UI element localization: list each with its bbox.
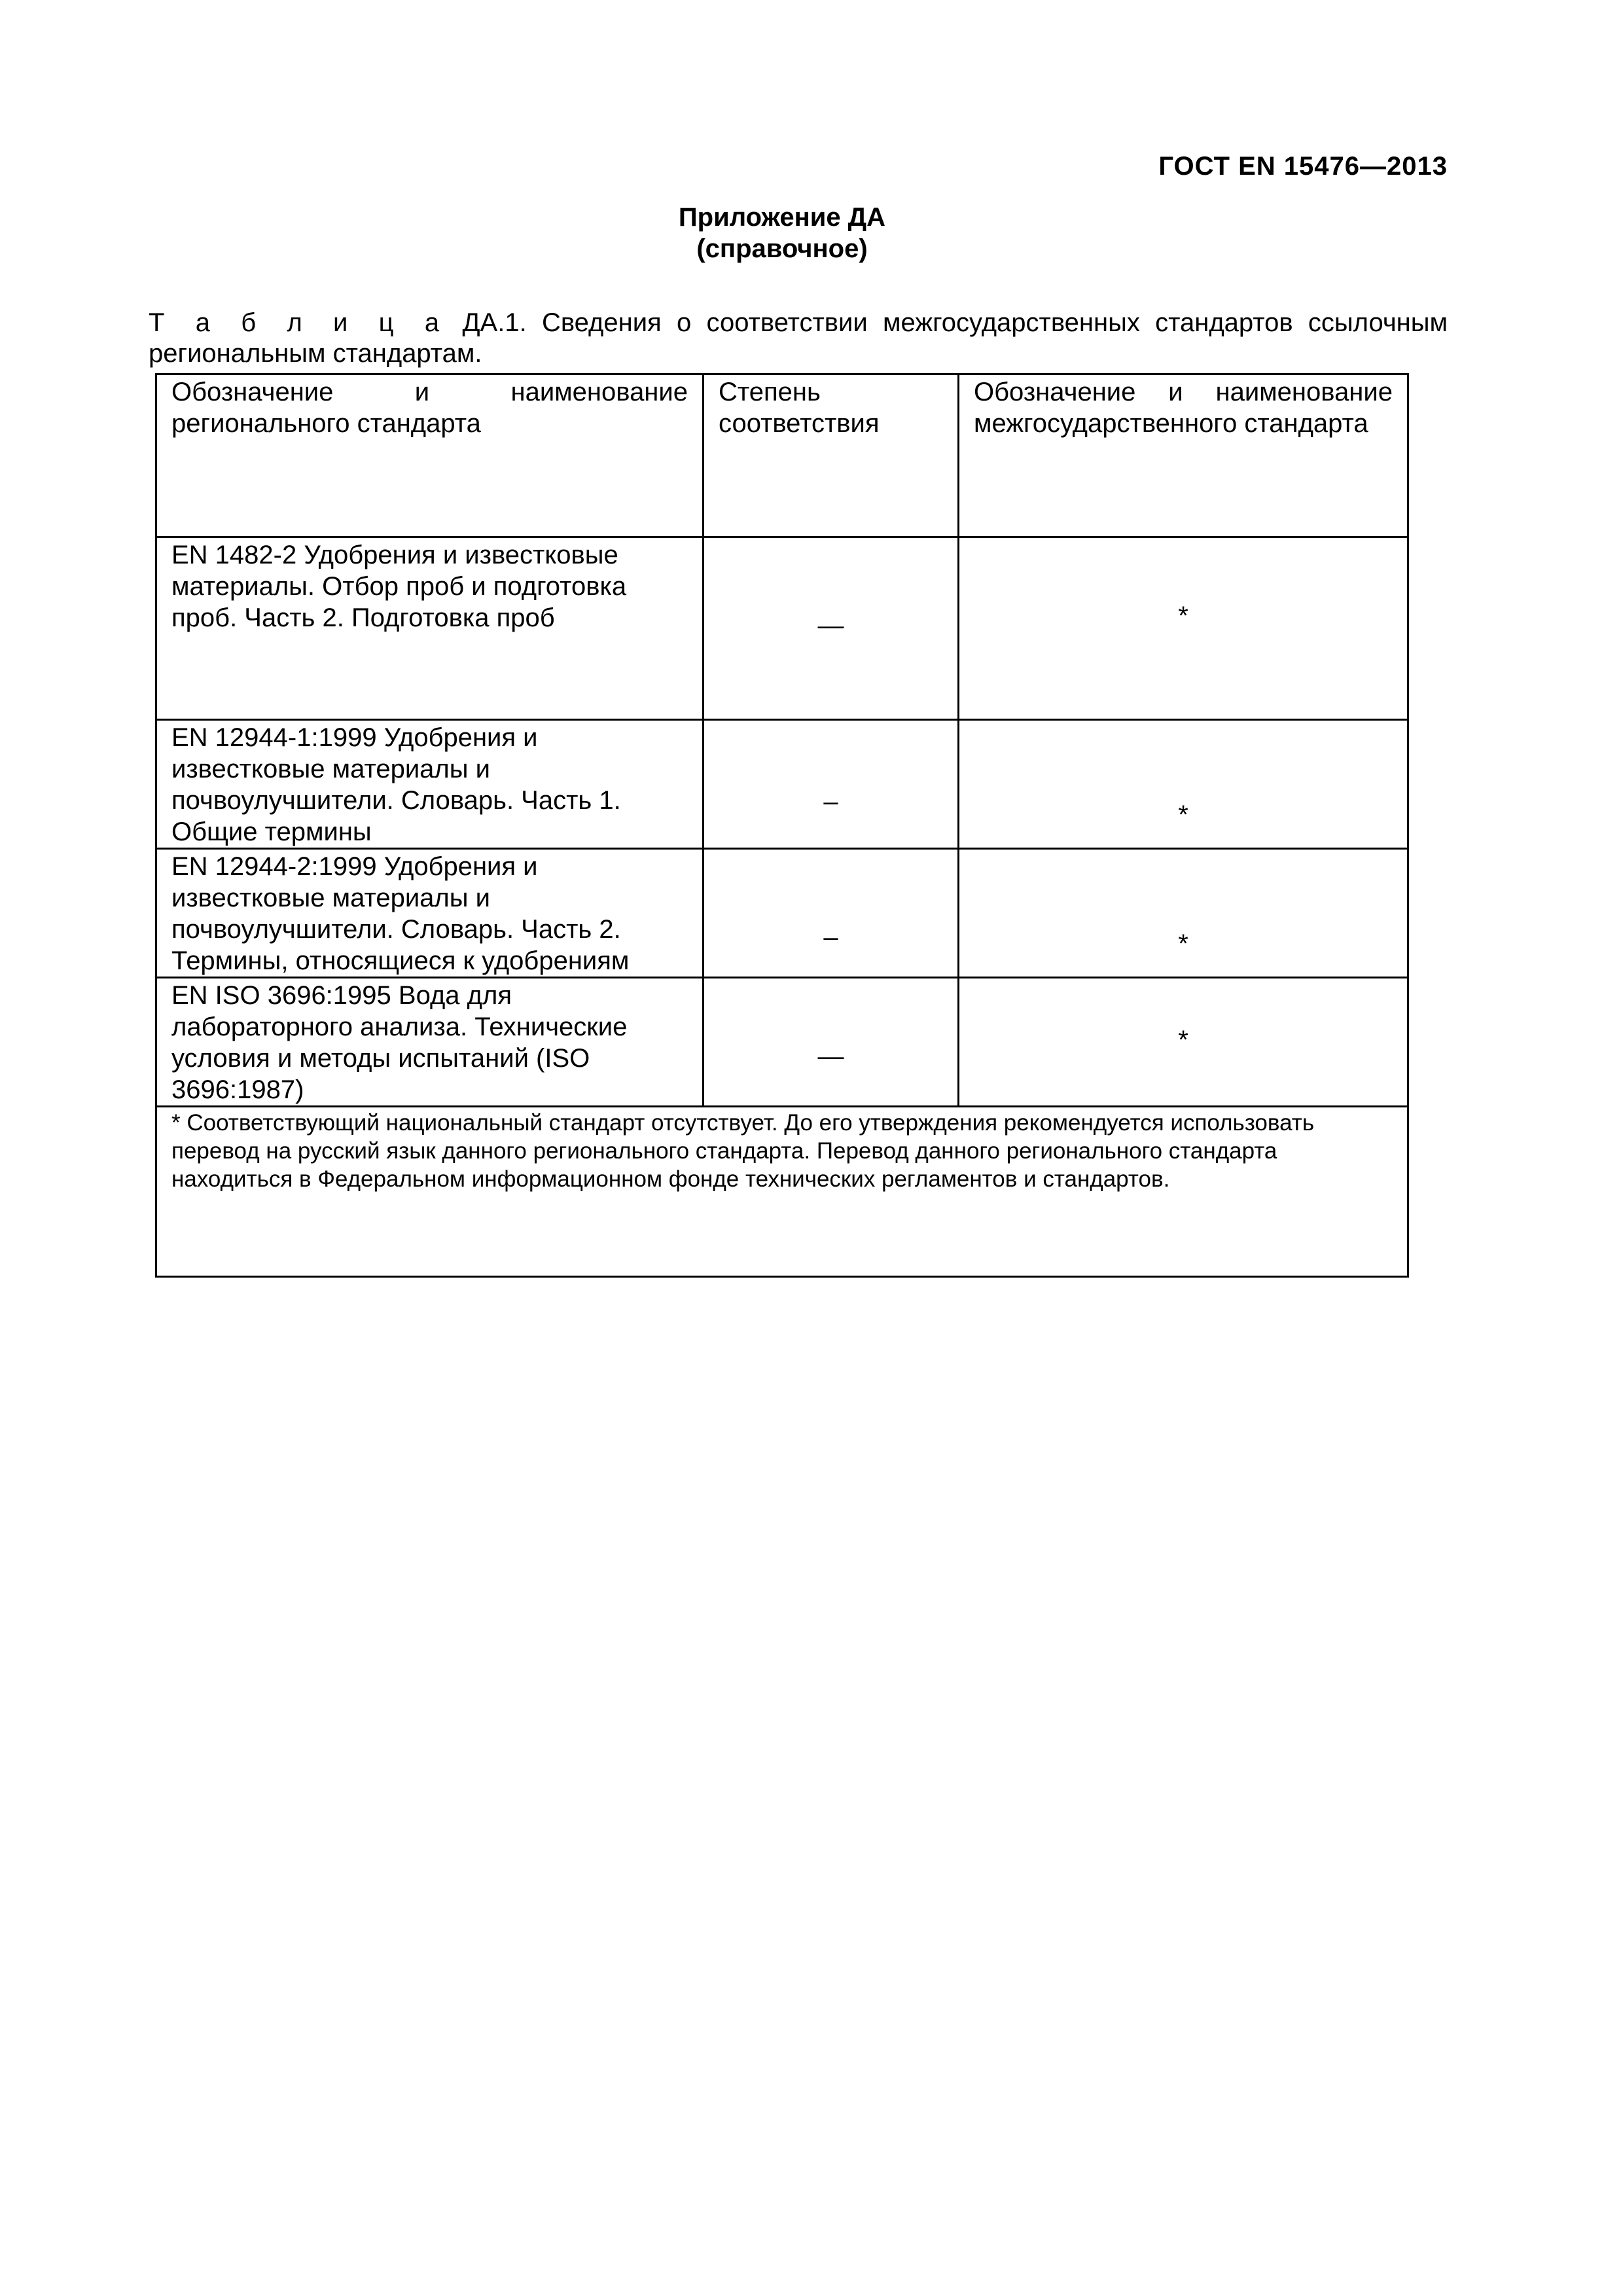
document-code: ГОСТ EN 15476—2013	[1158, 152, 1448, 181]
interstate-standard-cell: *	[959, 978, 1408, 1107]
interstate-standard-cell: *	[959, 720, 1408, 849]
interstate-standard-cell: *	[959, 849, 1408, 978]
degree-cell: —	[704, 978, 959, 1107]
degree-cell: —	[704, 537, 959, 720]
regional-standard-cell: EN 1482-2 Удобрения и известковые материалы. Отбор проб и подготовка проб. Часть 2. Подготовка проб	[156, 537, 704, 720]
interstate-standard-cell: *	[959, 537, 1408, 720]
regional-standard-cell: EN 12944-1:1999 Удобрения и известковые материалы и почвоулучшители. Словарь. Часть 1. Общие термины	[156, 720, 704, 849]
table-row	[156, 720, 1408, 849]
header-interstate: Обозначение и наименование межгосударственного стандарта	[959, 374, 1408, 537]
table-note-row	[156, 1107, 1408, 1277]
regional-standard-cell: EN 12944-2:1999 Удобрения и известковые материалы и почвоулучшители. Словарь. Часть 2. Термины, относящиеся к удобрениям	[156, 849, 704, 978]
table-header-row	[156, 374, 1408, 537]
regional-standard-cell: EN ISO 3696:1995 Вода для лабораторного анализа. Технические условия и методы испытаний (ISO 3696:1987)	[156, 978, 704, 1107]
correspondence-table	[155, 373, 1409, 1278]
table-caption	[149, 308, 1448, 369]
table-caption-text: ДА.1. Сведения о соответствии межгосударственных стандартов ссылочным региональным стандартам.	[149, 308, 1448, 368]
table-row	[156, 978, 1408, 1107]
degree-cell: –	[704, 849, 959, 978]
annex-title: Приложение ДА	[678, 203, 886, 232]
annex-subtitle: (справочное)	[696, 234, 868, 263]
table-row	[156, 537, 1408, 720]
table-footnote: * Соответствующий национальный стандарт отсутствует. До его утверждения рекомендуется использовать перевод на русский язык данного регионального стандарта. Перевод данного регионального стандарта находиться в Федеральном информационном фонде технических регламентов и стандартов.	[156, 1107, 1408, 1277]
degree-cell: –	[704, 720, 959, 849]
table-caption-lead: Т а б л и ц а	[149, 308, 448, 337]
header-regional: Обозначение и наименование регионального стандарта	[156, 374, 704, 537]
annex-heading	[0, 202, 1564, 264]
table-row	[156, 849, 1408, 978]
header-degree: Степень соответствия	[704, 374, 959, 537]
